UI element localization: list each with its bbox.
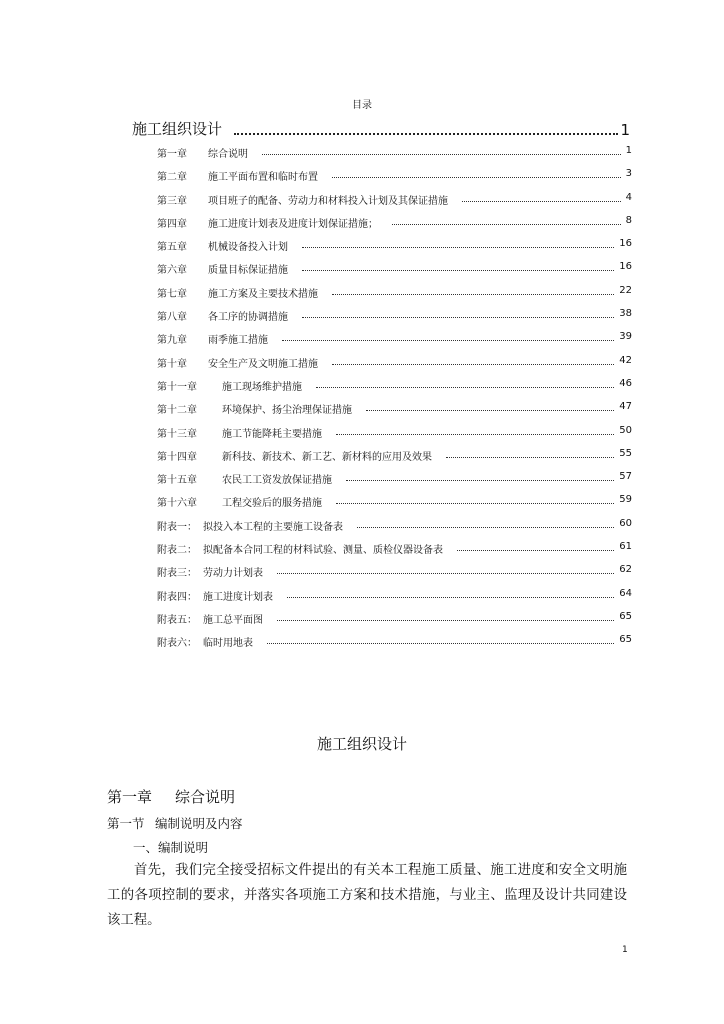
toc-entry[interactable] [157,351,632,374]
toc-entry[interactable] [157,257,632,280]
toc-entry-page: 16 [619,238,632,250]
toc-entry[interactable] [157,234,632,257]
toc-entry-chapter: 附表五： [157,614,197,626]
toc-entry-chapter: 第六章 [157,265,187,277]
toc-entry-chapter: 第三章 [157,195,187,207]
subsection-heading: 一、编制说明 [133,840,209,855]
toc-entry-chapter: 附表六： [157,638,197,650]
toc-entry-chapter: 第十三章 [157,428,197,440]
section-number: 第一节 [107,816,145,831]
chapter-title: 综合说明 [175,788,236,806]
toc-entry-chapter: 第二章 [157,172,187,184]
page-number: 1 [622,945,628,955]
toc-entry-page: 62 [619,564,632,576]
toc-entry[interactable] [157,584,632,607]
toc-entry-title: 临时用地表 [203,638,253,650]
section-heading [107,814,243,832]
toc-leader-dots [282,340,614,341]
toc-entry-title: 综合说明 [208,149,248,160]
toc-entry[interactable] [157,141,632,164]
toc-leader-dots [457,550,614,551]
toc-entry-chapter: 附表三： [157,568,197,580]
toc-entry-title: 施工方案及主要技术措施 [208,288,318,300]
document-title: 施工组织设计 [316,735,407,753]
toc-entry-page: 16 [619,261,632,273]
toc-entry-page: 39 [619,331,632,343]
toc-leader-dots [332,364,614,365]
toc-leader-dots [287,597,614,598]
toc-entry[interactable] [157,467,632,490]
toc-leader-dots [332,177,621,178]
toc-entry-title: 安全生产及文明施工措施 [208,358,318,370]
toc-entry-page: 50 [619,424,632,436]
toc-leader-dots [392,224,621,225]
toc-entry-chapter: 第十五章 [157,475,197,487]
toc-entry[interactable] [157,164,632,187]
toc-entry[interactable] [157,607,632,630]
toc-entry[interactable] [157,397,632,420]
toc-main-entry[interactable] [132,119,630,139]
toc-leader-dots [277,620,614,621]
toc-entry[interactable] [157,374,632,397]
toc-entry-page: 38 [619,308,632,320]
toc-entry-page: 60 [619,517,632,529]
toc-entry[interactable] [157,444,632,467]
toc-entry-title: 工程交验后的服务措施 [222,498,322,510]
toc-entry-page: 61 [619,541,632,553]
toc-entry[interactable] [157,327,632,350]
toc-entry-title: 机械设备投入计划 [208,242,288,254]
toc-entry-title: 新科技、新技术、新工艺、新材料的应用及效果 [222,451,432,463]
chapter-heading [107,786,235,807]
toc-entry-page: 46 [619,377,632,389]
toc-entry-title: 拟配备本合同工程的材料试验、测量、质检仪器设备表 [203,545,443,557]
toc-entry-page: 1 [625,145,632,156]
chapter-number: 第一章 [107,788,153,806]
toc-entry-chapter: 第一章 [157,149,187,160]
toc-entry-title: 农民工工资发放保证措施 [222,475,332,487]
toc-leader-dots [316,387,614,388]
toc-entry-page: 22 [619,284,632,296]
toc-entry-title: 施工节能降耗主要措施 [222,428,322,440]
toc-entry-chapter: 第十二章 [157,405,197,417]
toc-leader-dots [302,247,614,248]
toc-entry-title: 质量目标保证措施 [208,265,288,277]
toc-entry-chapter: 附表一： [157,521,197,533]
toc-entry[interactable] [157,421,632,444]
toc-leader-dots [267,643,614,644]
toc-entry[interactable] [157,514,632,537]
toc-entry-page: 55 [619,447,632,459]
toc-entry-page: 3 [625,168,632,180]
toc-leader-dots [336,503,614,504]
toc-leader-dots [302,317,614,318]
toc-leader-dots [366,410,614,411]
toc-entry-page: 57 [619,471,632,483]
toc-entry-page: 8 [625,214,632,226]
toc-entry-page: 65 [619,610,632,622]
toc-entry-title: 施工现场维护措施 [222,381,302,393]
toc-entry[interactable] [157,490,632,513]
toc-leader-dots [346,480,614,481]
toc-entry[interactable] [157,281,632,304]
toc-entry-title: 环境保护、扬尘治理保证措施 [222,405,352,417]
toc-entry-page: 64 [619,587,632,599]
toc-entry[interactable] [157,188,632,211]
toc-leader-dots [446,457,614,458]
toc-main-label: 施工组织设计 [132,120,223,138]
toc-entry[interactable] [157,304,632,327]
toc-entry-chapter: 第九章 [157,335,187,347]
toc-leader-dots [234,133,618,135]
toc-entry-chapter: 第四章 [157,218,187,230]
toc-entry-page: 47 [619,401,632,413]
toc-entry[interactable] [157,630,632,653]
toc-entry-chapter: 第十章 [157,358,187,370]
toc-entry-chapter: 附表二： [157,545,197,557]
toc-leader-dots [262,154,621,155]
toc-entry-page: 42 [619,354,632,366]
toc-entry-title: 拟投入本工程的主要施工设备表 [203,521,343,533]
toc-entry-title: 劳动力计划表 [203,568,263,580]
toc-entry-title: 施工进度计划表及进度计划保证措施； [208,218,378,230]
toc-entry-chapter: 第八章 [157,312,187,324]
toc-entry-page: 65 [619,634,632,646]
toc-entry-title: 施工平面布置和临时布置 [208,172,318,184]
toc-entry[interactable] [157,560,632,583]
toc-entry-chapter: 第十六章 [157,498,197,510]
toc-entry-page: 59 [619,494,632,506]
toc-entry-title: 施工进度计划表 [203,591,273,603]
toc-heading: 目录 [352,100,372,111]
body-paragraph: 首先，我们完全接受招标文件提出的有关本工程施工质量、施工进度和安全文明施工的各项控制的要求，并落实各项施工方案和技术措施，与业主、监理及设计共同建设该工程。 [107,863,627,928]
toc-entry-title: 雨季施工措施 [208,335,268,347]
toc-entry[interactable] [157,537,632,560]
toc-leader-dots [332,294,614,295]
toc-list [157,141,632,654]
toc-leader-dots [357,527,614,528]
toc-leader-dots [277,573,614,574]
section-title: 编制说明及内容 [155,816,243,831]
toc-entry-page: 4 [625,191,632,203]
toc-entry-chapter: 第五章 [157,242,187,254]
toc-entry-title: 各工序的协调措施 [208,312,288,324]
toc-main-page: 1 [620,121,630,139]
toc-entry[interactable] [157,211,632,234]
toc-leader-dots [302,270,614,271]
toc-leader-dots [336,434,614,435]
toc-leader-dots [462,201,621,202]
toc-entry-chapter: 第十一章 [157,381,197,393]
toc-entry-title: 项目班子的配备、劳动力和材料投入计划及其保证措施 [208,195,448,207]
toc-entry-chapter: 第七章 [157,288,187,300]
toc-entry-chapter: 第十四章 [157,451,197,463]
toc-entry-title: 施工总平面图 [203,614,263,626]
toc-entry-chapter: 附表四： [157,591,197,603]
